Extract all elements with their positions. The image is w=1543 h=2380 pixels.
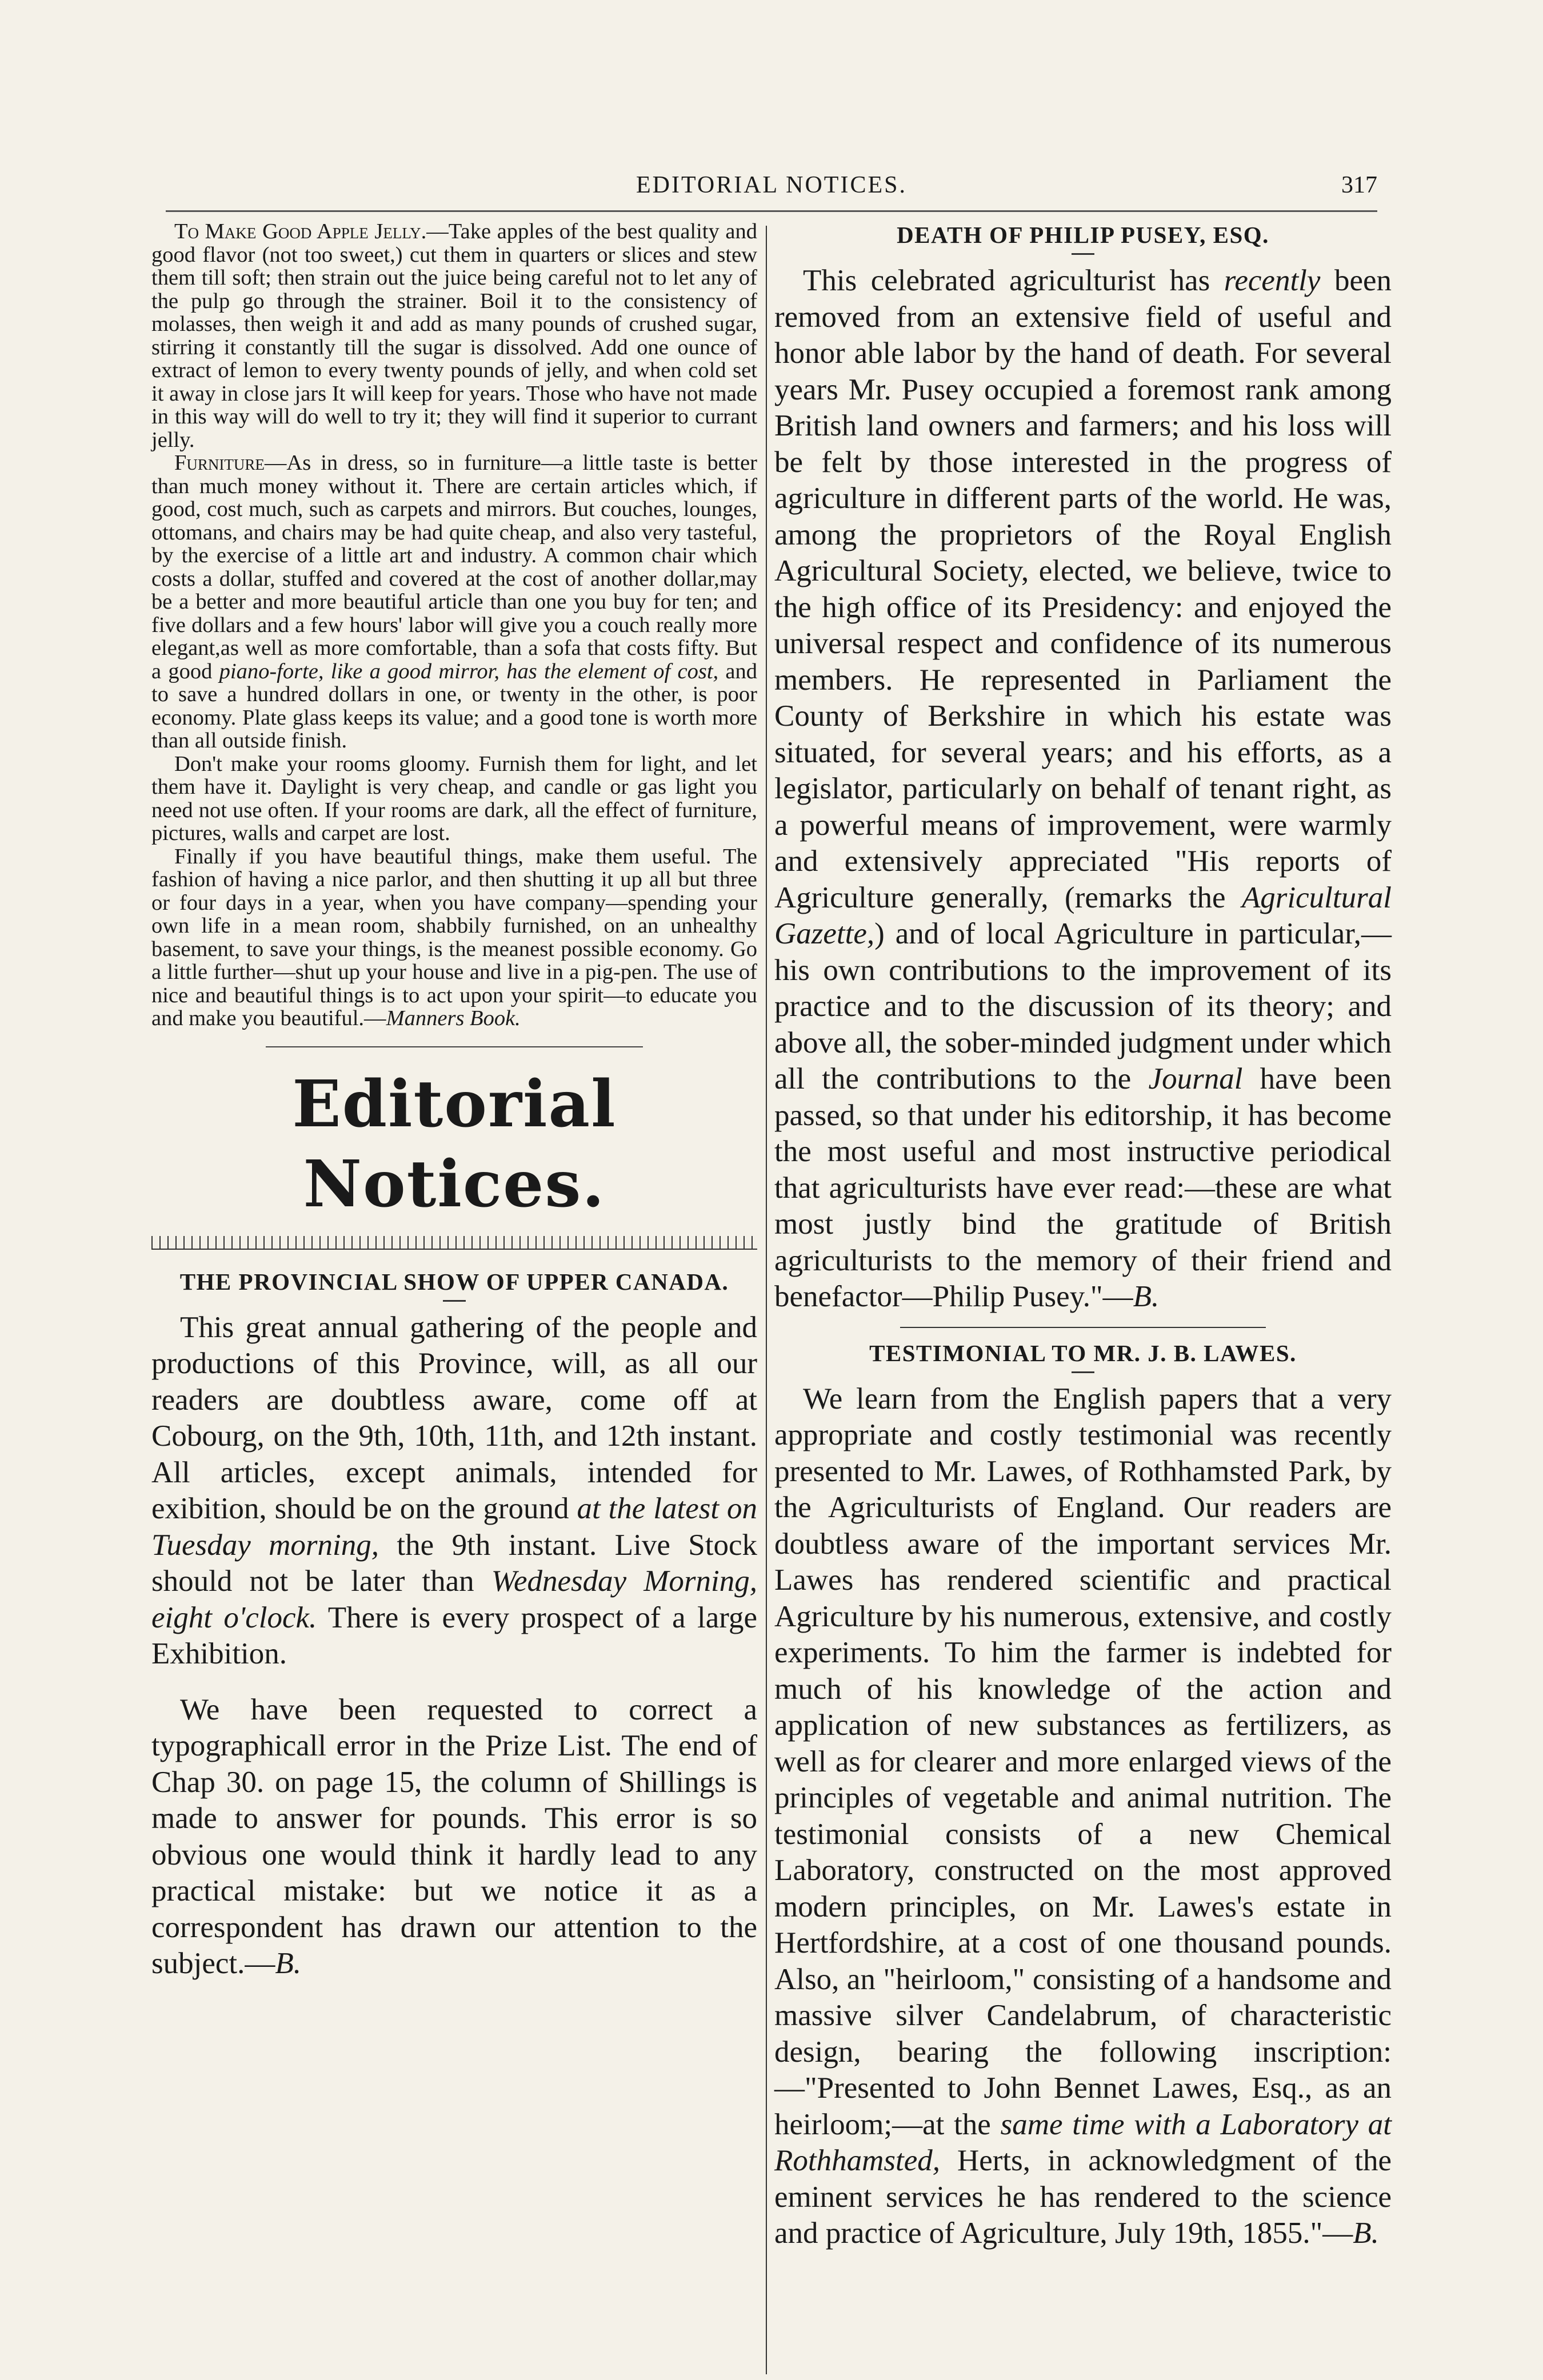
provincial-show-paragraph-2 <box>151 1692 757 1982</box>
pusey-article <box>774 263 1392 1315</box>
column-divider <box>766 226 767 2374</box>
text-run: the 9th instant. Live Stock should not be later than <box>151 1528 757 1598</box>
text-run-italic: recently <box>1224 264 1321 297</box>
heading-dash <box>443 1300 466 1302</box>
text-run: been removed from an extensive field of useful and honor able labor by the hand of death. For several years Mr. Pusey occupied a foremost rank among British land owners and farmers; and his loss will be felt by those interested in the progress of agriculture in different parts of the world. He was, among the proprietors of the Royal English Agricultural Society, elected, we believe, twice to the high office of its Presidency: and enjoyed the universal respect and confidence of its numerous members. He represented in Parliament the County of Berkshire in which his estate was situated, for several years; and his efforts, as a legislator, particularly on behalf of tenant right, as a powerful means of improvement, were warmly and extensively appreciated "His reports of Agriculture generally, (remarks the <box>774 264 1392 914</box>
ornamental-rule <box>151 1236 757 1250</box>
section-title: Editorial Notices. <box>292 1066 617 1222</box>
text-run: This great annual gathering of the people and productions of this Province, will, as all our readers are doubtless aware, come off at Cobourg, on the 9th, 10th, 11th, and 12th instant. All articles, except animals, intended for exibition, should be on the ground <box>151 1310 757 1525</box>
furniture-paragraph <box>151 451 757 753</box>
finally-paragraph <box>151 845 757 1030</box>
right-column <box>774 220 1392 2252</box>
miscellany-block <box>151 220 757 1030</box>
header-rule <box>166 210 1377 212</box>
text-run: There is every prospect of a large Exhibition. <box>151 1601 758 1670</box>
provincial-show-heading: THE PROVINCIAL SHOW OF UPPER CANADA. <box>179 1268 729 1295</box>
furniture-italic: piano-forte, like a good mirror, has the element of cost, <box>219 659 719 683</box>
page-number: 317 <box>1341 172 1377 198</box>
heading-dash <box>1072 1371 1094 1373</box>
lawes-paragraph <box>774 1381 1392 2252</box>
lawes-article <box>774 1381 1392 2252</box>
text-run-italic: Journal <box>1148 1062 1243 1095</box>
text-run-italic: Wednesday Morning, eight o'clock. <box>151 1565 757 1634</box>
text-run: We learn from the English papers that a very appropriate and costly testimonial was recently presented to Mr. Lawes, of Rothhamsted Park, by the Agriculturists of England. Our readers are doubtless aware of the important services Mr. Lawes has rendered scientific and practical Agriculture by his numerous, extensive, and costly experiments. To him the farmer is indebted for much of his knowledge of the action and application of new substances as fertilizers, as well as for clearer and more enlarged views of the principles of vegetable and animal nutrition. The testimonial consists of a new Chemical Laboratory, constructed on the most approved modern principles, on Mr. Lawes's estate in Hertfordshire, at a cost of one thousand pounds. Also, an "heirloom," consisting of a handsome and massive silver Candelabrum, of characteristic design, bearing the following inscription:—"Presented to John Bennet Lawes, Esq., as an heirloom;—at the <box>774 1382 1392 2141</box>
finally-source: Manners Book. <box>386 1006 521 1030</box>
pusey-heading: DEATH OF PHILIP PUSEY, ESQ. <box>897 222 1269 248</box>
furniture-text-2: and to save a hundred dollars in one, or twenty in the other, is poor economy. Plate glass keeps its value; and a good tone is worth more than all outside finish. <box>151 659 757 753</box>
apple-jelly-text: —Take apples of the best quality and good flavor (not too sweet,) cut them in quarters or slices and stew them till soft; then strain out the juice being careful not to let any of the pulp go through the strainer. Boil it to the consistency of molasses, then weigh it and add as many pounds of crushed sugar, stirring it constantly till the sugar is dissolved. Add one ounce of extract of lemon to every twenty pounds of jelly, and when cold set it away in close jars It will keep for years. Those who have not made in this way will do well to try it; they will find it superior to currant jelly. <box>151 219 758 452</box>
article-rule <box>900 1327 1266 1328</box>
text-run-italic: Agricultural Gazette, <box>774 881 1392 950</box>
section-rule <box>266 1046 643 1047</box>
text-run: This celebrated agriculturist has <box>803 264 1224 297</box>
text-run: We have been requested to correct a typographicall error in the Prize List. The end of Chap 30. on page 15, the column of Shillings is made to answer for pounds. This error is so obvious one would think it hardly lead to any practical mistake: but we notice it as a correspondent has drawn our attention to the subject.— <box>151 1693 757 1980</box>
lawes-heading: TESTIMONIAL TO MR. J. B. LAWES. <box>869 1339 1297 1366</box>
rooms-paragraph: Don't make your rooms gloomy. Furnish them for light, and let them have it. Daylight is very cheap, and candle or gas light you need not use often. If your rooms are dark, all the effect of furniture, pictures, walls and carpet are lost. <box>151 751 757 845</box>
text-run-italic: at the latest on Tuesday morning, <box>151 1492 757 1562</box>
text-run: Herts, in acknowledgment of the eminent services he has rendered to the science and practice of Agriculture, July 19th, 1855."— <box>774 2144 1392 2250</box>
text-run: have been passed, so that under his editorship, it has become the most useful and most instructive periodical that agriculturists have ever read:—these are what most justly bind the gratitude of British agriculturists to the memory of their friend and benefactor—Philip Pusey."— <box>774 1062 1392 1313</box>
furniture-text-1: —As in dress, so in furniture—a little taste is better than much money without it. There are certain articles which, if good, cost much, such as carpets and mirrors. But couches, lounges, ottomans, and chairs may be had quite cheap, and also very tasteful, by the exercise of a little art and industry. A common chair which costs a dollar, stuffed and covered at the cost of another dollar,may be a better and more beautiful article than one you buy for ten; and five dollars and a few hours' labor will give you a couch really more elegant,as well as more comfortable, than a sofa that costs fifty. But a good <box>151 451 757 683</box>
running-head-title: EDITORIAL NOTICES. <box>636 172 907 198</box>
heading-dash <box>1072 253 1094 255</box>
left-column <box>151 220 757 1982</box>
signature: B. <box>1133 1280 1160 1313</box>
running-head <box>166 171 1377 206</box>
signature: B. <box>275 1947 301 1980</box>
apple-jelly-paragraph <box>151 220 757 451</box>
provincial-show-article <box>151 1310 757 1982</box>
text-run-italic: same time with a Laboratory at Rothhamsted, <box>774 2107 1392 2177</box>
furniture-lead: Furniture <box>174 451 265 475</box>
finally-text: Finally if you have beautiful things, make them useful. The fashion of having a nice parlor, and then shutting it up all but three or four days in a year, when you have company—spending your own life in a mean room, shabbily furnished, on an unhealthy basement, to save your things, is the meanest possible economy. Go a little further—shut up your house and live in a pig-pen. The use of nice and beautiful things is to act upon your spirit—to educate you and make you beautiful.— <box>151 844 757 1030</box>
pusey-paragraph <box>774 263 1392 1315</box>
signature: B. <box>1353 2217 1379 2250</box>
text-run: ) and of local Agriculture in particular,—his own contributions to the improvement of its practice and to the discussion of its theory; and above all, the sober-minded judgment under which all the contributions to the <box>774 917 1392 1095</box>
provincial-show-paragraph-1 <box>151 1310 757 1673</box>
apple-jelly-lead: To Make Good Apple Jelly. <box>174 219 427 243</box>
